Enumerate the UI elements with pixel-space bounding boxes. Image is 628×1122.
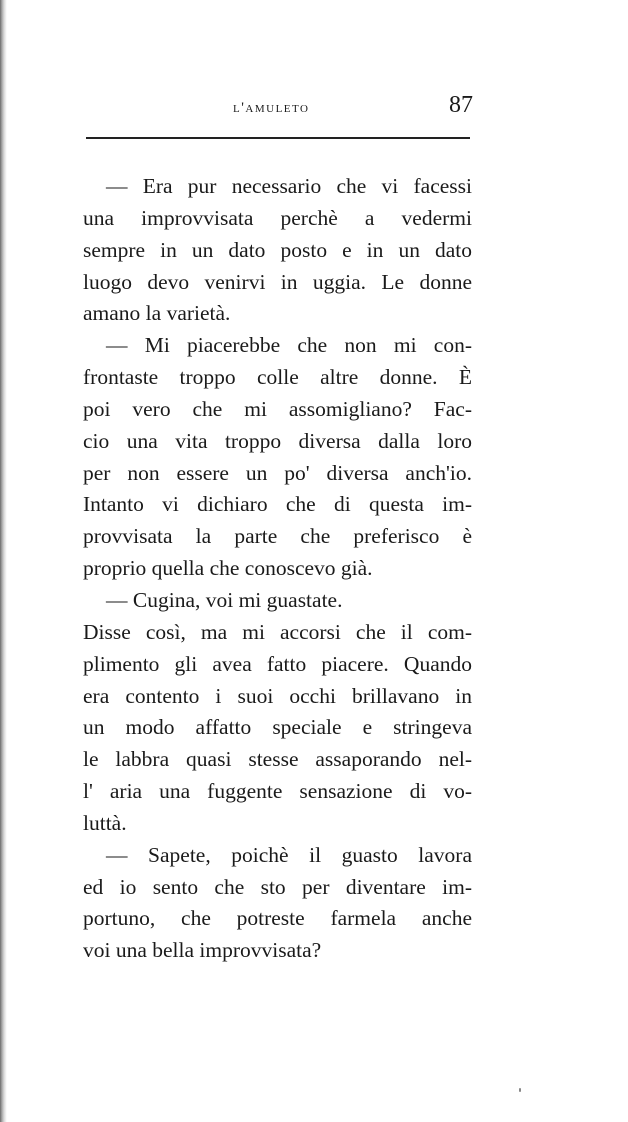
text-line: — Cugina, voi mi guastate.: [106, 587, 343, 612]
text-line: — Era pur necessario che vi facessi: [106, 174, 472, 198]
text-line: frontaste troppo colle altre donne. È: [83, 365, 472, 390]
text-line: amano la varietà.: [83, 301, 231, 326]
text-line: luttà.: [83, 810, 127, 835]
text-line: Intanto vi dichiaro che di questa im-: [83, 492, 472, 517]
text-line: l' aria una fuggente sensazione di vo-: [83, 779, 472, 804]
text-line: portuno, che potreste farmela anche: [83, 906, 472, 931]
running-title: l'amuleto: [233, 100, 310, 116]
text-line: proprio quella che conoscevo già.: [83, 556, 373, 581]
text-line: luogo devo venirvi in uggia. Le donne: [83, 269, 472, 294]
text-line: — Mi piacerebbe che non mi con-: [106, 333, 472, 358]
page-spine-shadow: [0, 0, 7, 1122]
body-text: [83, 171, 472, 967]
running-head: [0, 92, 628, 128]
text-line: provvisata la parte che preferisco è: [83, 524, 472, 549]
text-line: Disse così, ma mi accorsi che il com-: [83, 619, 472, 644]
text-line: sempre in un dato posto e in un dato: [83, 237, 472, 262]
text-line: — Sapete, poichè il guasto lavora: [106, 842, 472, 867]
text-line: una improvvisata perchè a vedermi: [83, 205, 472, 230]
text-line: un modo affatto speciale e stringeva: [83, 715, 472, 740]
page-number: 87: [449, 92, 473, 118]
text-line: per non essere un po' diversa anch'io.: [83, 460, 472, 485]
text-line: voi una bella improvvisata?: [83, 938, 322, 963]
text-line: poi vero che mi assomigliano? Fac-: [83, 396, 472, 421]
text-line: ed io sento che sto per diventare im-: [83, 874, 472, 899]
paper-speck: [519, 1088, 521, 1092]
header-rule: [86, 137, 470, 139]
text-line: era contento i suoi occhi brillavano in: [83, 683, 472, 708]
text-line: cio una vita troppo diversa dalla loro: [83, 428, 472, 453]
text-line: plimento gli avea fatto piacere. Quando: [83, 651, 472, 676]
text-line: le labbra quasi stesse assaporando nel-: [83, 747, 472, 772]
